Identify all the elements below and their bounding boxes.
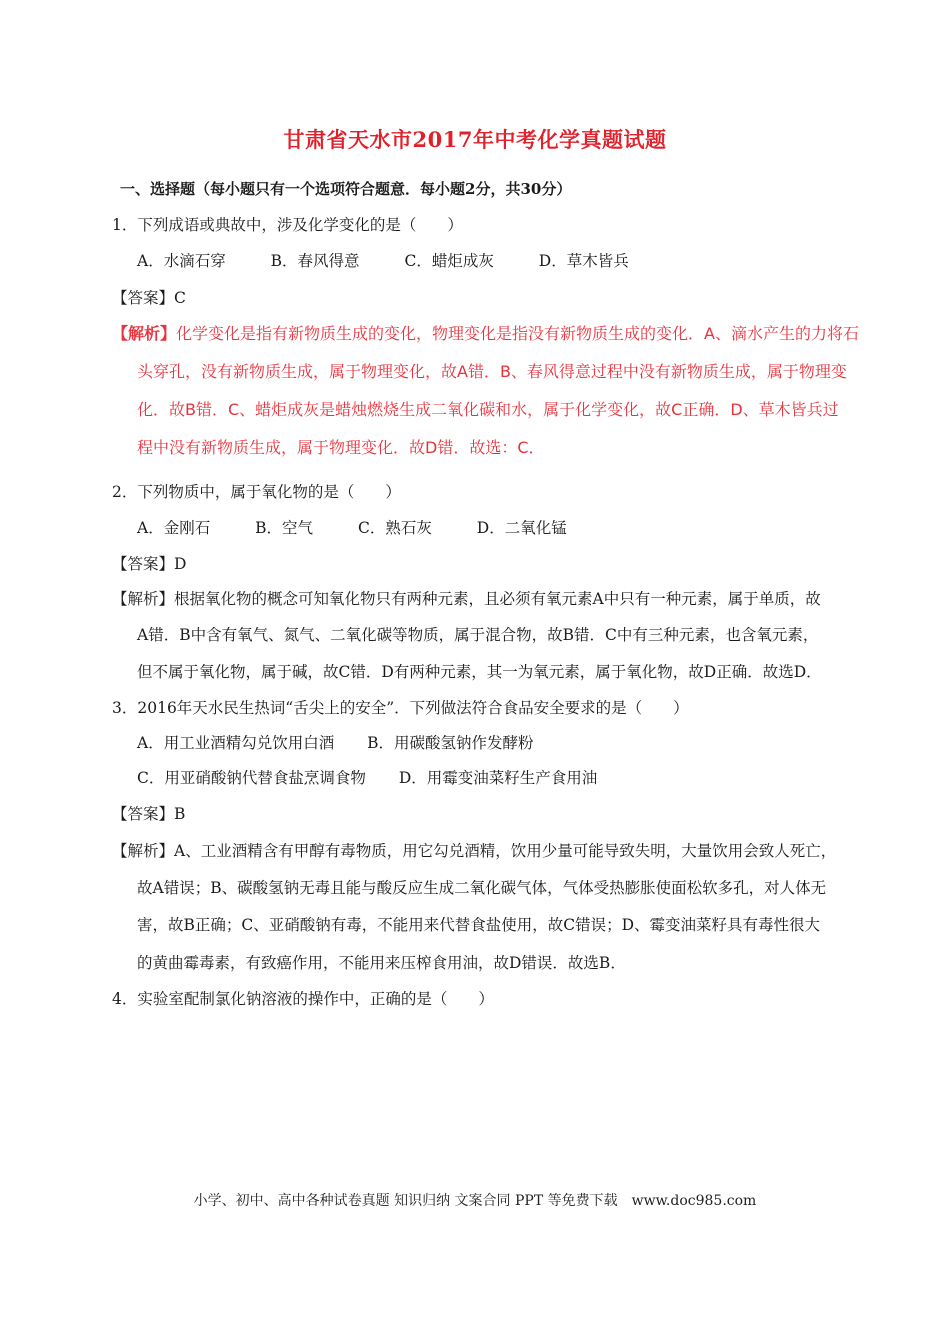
question-4-stem: 4．实验室配制氯化钠溶液的操作中，正确的是（ ）: [112, 990, 494, 1008]
question-1-stem: 1．下列成语或典故中，涉及化学变化的是（ ）: [112, 216, 463, 234]
q3-option-c: C．用亚硝酸钠代替食盐烹调食物: [137, 769, 366, 787]
page-footer: 小学、初中、高中各种试卷真题 知识归纳 文案合同 PPT 等免费下载 www.doc985.com: [193, 1193, 757, 1209]
question-1-explanation-line-3: 化．故B错．C、蜡炬成灰是蜡烛燃烧生成二氧化碳和水，属于化学变化，故C正确．D、草木皆兵过: [137, 400, 839, 419]
question-1-options: [137, 250, 629, 272]
question-1-answer: 【答案】C: [112, 289, 186, 307]
question-2-explanation-line-1: 【解析】根据氧化物的概念可知氧化物只有两种元素，且必须有氧元素A中只有一种元素，属于单质，故: [112, 590, 821, 608]
question-2-options: [137, 517, 567, 539]
question-1-explanation-line-4: 程中没有新物质生成，属于物理变化．故D错．故选：C．: [137, 438, 545, 457]
q1-option-d: D．草木皆兵: [538, 252, 629, 270]
q3-option-b: B．用碳酸氢钠作发酵粉: [367, 734, 534, 752]
question-2-stem: 2．下列物质中，属于氧化物的是（ ）: [112, 483, 401, 501]
q3-option-d: D．用霉变油菜籽生产食用油: [398, 769, 598, 787]
question-3-explanation-line-4: 的黄曲霉毒素，有致癌作用，不能用来压榨食用油，故D错误．故选B．: [137, 954, 626, 972]
q1-explanation-label: 【解析】: [112, 324, 177, 343]
question-1-explanation-line-2: 头穿孔，没有新物质生成，属于物理变化，故A错．B、春风得意过程中没有新物质生成，属于物理变: [137, 362, 847, 381]
question-3-options-row-1: [137, 732, 534, 754]
question-3-explanation-line-2: 故A错误；B、碳酸氢钠无毒且能与酸反应生成二氧化碳气体，气体受热膨胀使面松软多孔，对人体无: [137, 879, 827, 897]
question-2-answer: 【答案】D: [112, 555, 187, 573]
q2-option-a: A．金刚石: [137, 519, 211, 537]
question-3-explanation-line-1: 【解析】A、工业酒精含有甲醇有毒物质，用它勾兑酒精，饮用少量可能导致失明，大量饮用会致人死亡，: [112, 842, 837, 860]
q3-option-a: A．用工业酒精勾兑饮用白酒: [137, 734, 335, 752]
question-3-stem: 3．2016年天水民生热词“舌尖上的安全”．下列做法符合食品安全要求的是（ ）: [112, 699, 689, 717]
question-2-explanation-line-2: A错．B中含有氧气、氮气、二氧化碳等物质，属于混合物，故B错．C中有三种元素，也含氧元素，: [137, 626, 819, 644]
q2-option-c: C．熟石灰: [357, 519, 432, 537]
q1-option-b: B．春风得意: [270, 252, 360, 270]
q2-option-b: B．空气: [255, 519, 314, 537]
question-3-answer: 【答案】B: [112, 805, 186, 823]
question-2-explanation-line-3: 但不属于氧化物，属于碱，故C错．D有两种元素，其一为氧元素，属于氧化物，故D正确．故选D．: [137, 663, 822, 681]
question-1-explanation-line-1: 【解析】化学变化是指有新物质生成的变化，物理变化是指没有新物质生成的变化．A、滴水产生的力将石: [112, 324, 859, 343]
q1-option-a: A．水滴石穿: [137, 252, 226, 270]
q2-option-d: D．二氧化锰: [476, 519, 567, 537]
question-3-explanation-line-3: 害，故B正确；C、亚硝酸钠有毒，不能用来代替食盐使用，故C错误；D、霉变油菜籽具有毒性很大: [137, 916, 821, 934]
q1-option-c: C．蜡炬成灰: [404, 252, 494, 270]
document-title: 甘肃省天水市2017年中考化学真题试题: [283, 127, 667, 152]
section-heading: 一、选择题（每小题只有一个选项符合题意．每小题2分，共30分）: [120, 180, 572, 198]
question-3-options-row-2: [137, 767, 597, 789]
